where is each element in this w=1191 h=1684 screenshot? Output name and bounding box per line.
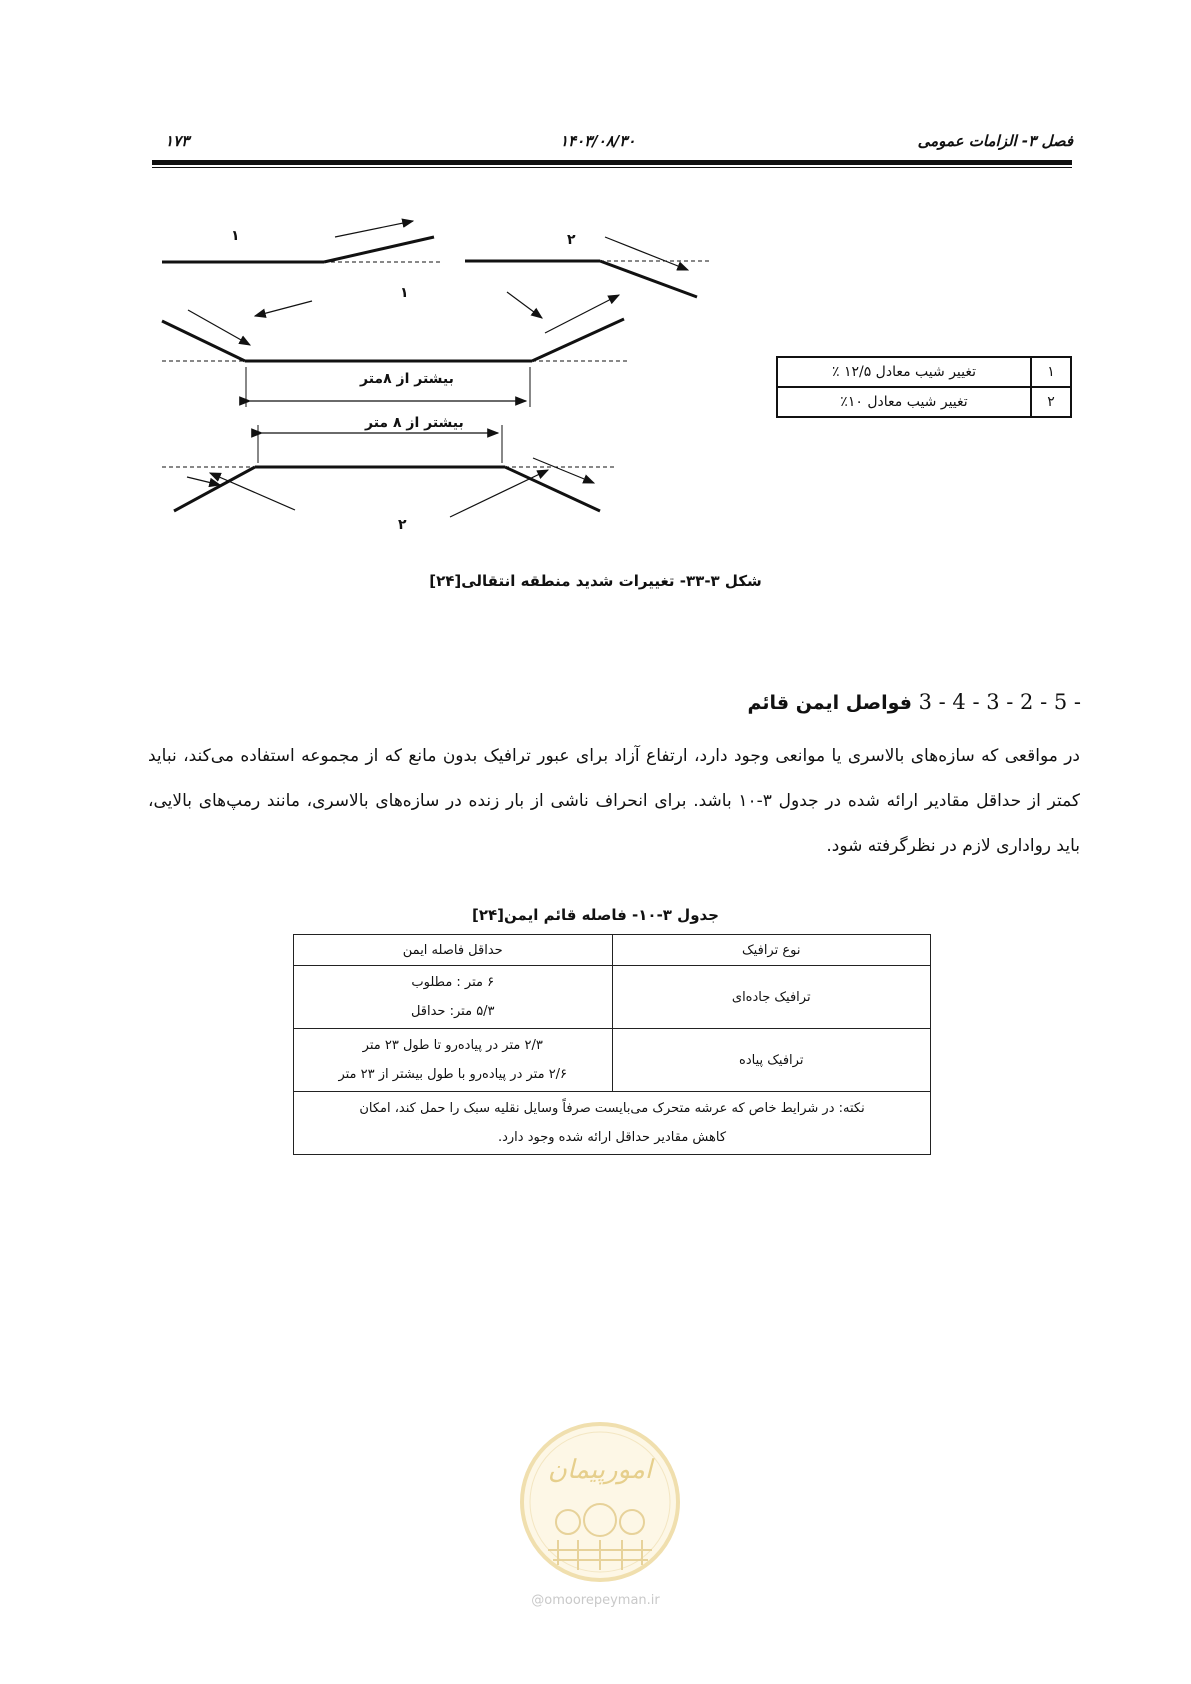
watermark-logo [518, 1420, 682, 1584]
clearance-line: ۲/۶ متر در پیاده‌رو با طول بیشتر از ۲۳ متر [338, 1067, 568, 1082]
legend-row [777, 387, 1071, 417]
profile-1-middle [162, 292, 628, 407]
clearance-cell [294, 1029, 613, 1092]
figure-label-1-middle: ۱ [400, 285, 409, 301]
legend-text: تغییر شیب معادل ۱۰٪ [777, 387, 1031, 417]
legend-number: ۲ [1031, 387, 1071, 417]
figure-label-2-bottom: ۲ [398, 517, 407, 533]
figure-label-2-top: ۲ [567, 232, 576, 248]
header-rule-thin [152, 167, 1072, 168]
clearance-line: ۵/۳ متر: حداقل [410, 1004, 495, 1019]
dimension-label-2: بیشتر از ۸ متر [365, 415, 464, 431]
vertical-clearance-table [293, 934, 931, 1155]
note-line: نکته: در شرایط خاص که عرشه متحرک می‌بایست صرفاً وسایل نقلیه سبک را حمل کند، امکان [359, 1101, 865, 1116]
section-number: 3 - 4 - 3 - 2 - 5 - [918, 690, 1081, 714]
table-caption: جدول ۳-۱۰- فاصله قائم ایمن[۲۴] [471, 906, 719, 924]
figure-legend [776, 356, 1072, 418]
clearance-line: ۲/۳ متر در پیاده‌رو تا طول ۲۳ متر [362, 1038, 543, 1053]
note-line: کاهش مقادیر حداقل ارائه شده وجود دارد. [497, 1130, 727, 1145]
profile-2-top [465, 237, 710, 297]
dimension-label-1: بیشتر از ۸متر [360, 371, 454, 387]
watermark-logo-text: امورپیمان [547, 1455, 653, 1485]
body-paragraph: در مواقعی که سازه‌های بالاسری یا موانعی وجود دارد، ارتفاع آزاد برای عبور ترافیک بدون مانع که از مجموعه استفاده می‌کند، نباید کمتر از حداقل مقادیر ارائه شده در جدول ۳-۱۰ باشد. برای انحراف ناشی از بار زنده در سازه‌های بالاسری، مانند رمپ‌های بالایی، باید رواداری لازم در نظرگرفته شود. [148, 746, 1080, 856]
legend-row [777, 357, 1071, 387]
table-row [294, 1029, 931, 1092]
page-number: ۱۷۳ [165, 132, 190, 150]
profile-2-bottom [162, 425, 615, 517]
figure-caption: شکل ۳-۳۳- تغییرات شدید منطقه انتقالی[۲۴] [429, 572, 762, 590]
clearance-line: ۶ متر : مطلوب [411, 975, 495, 990]
clearance-cell [294, 966, 613, 1029]
table-header-row [294, 935, 931, 966]
header-date: ۱۴۰۳/۰۸/۳۰ [560, 132, 636, 150]
table-note-row [294, 1092, 931, 1155]
traffic-type-cell: ترافیک جاده‌ای [612, 966, 931, 1029]
column-header: نوع ترافیک [612, 935, 931, 966]
table-note [294, 1092, 931, 1155]
column-header: حداقل فاصله ایمن [294, 935, 613, 966]
section-heading [747, 690, 1081, 714]
figure-label-1-top: ۱ [231, 228, 240, 244]
section-title: فواصل ایمن قائم [747, 692, 912, 714]
legend-number: ۱ [1031, 357, 1071, 387]
header-rule-thick [152, 160, 1072, 165]
legend-text: تغییر شیب معادل ۱۲/۵ ٪ [777, 357, 1031, 387]
traffic-type-cell: ترافیک پیاده [612, 1029, 931, 1092]
profile-1-top [162, 221, 440, 262]
watermark-url: @omoorepeyman.ir [531, 1593, 660, 1608]
chapter-title: فصل ۳- الزامات عمومی [917, 132, 1073, 150]
table-row [294, 966, 931, 1029]
